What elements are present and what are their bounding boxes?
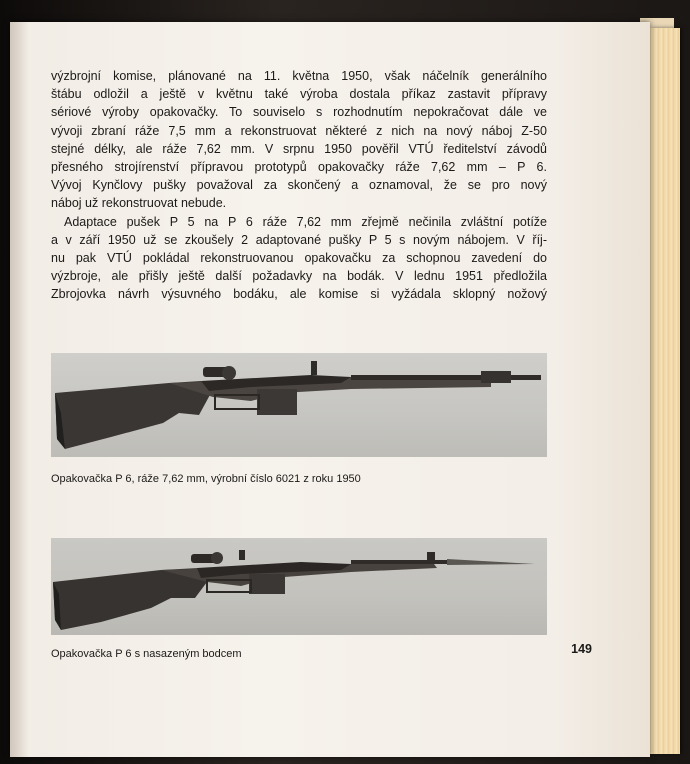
paragraph-1-line: náboj už rekonstruovat nebude.	[51, 196, 227, 211]
body-text	[51, 67, 547, 304]
paragraph-2-line: a v září 1950 už se zkoušely 2 adaptované pušky P 5 s novým nábojem. V říj-	[51, 232, 547, 247]
paragraph-1-line: sériové výroby opakovačky. To souviselo s rozhodnutím nepokračovat dále ve	[51, 105, 547, 120]
paragraph-1-line: štábu odložil a ještě v květnu také výroba dostala příkaz zastavit přípravy	[51, 87, 547, 102]
figure-2-caption: Opakovačka P 6 s nasazeným bodcem	[51, 648, 242, 660]
paragraph-1-line: vývoji zbraní ráže 7,5 mm a rekonstruovat některé z nich na nový náboj Z-50	[51, 123, 547, 138]
paragraph-1-line: výzbrojní komise, plánované na 11. května 1950, však náčelník generálního	[51, 69, 547, 83]
paragraph-2-line: výzbroje, ale přišly ještě další požadavky na bodák. V lednu 1951 předložila	[51, 269, 547, 284]
figure-1-caption: Opakovačka P 6, ráže 7,62 mm, výrobní číslo 6021 z roku 1950	[51, 473, 361, 485]
paragraph-1-line: přesného strojírenství přípravou prototypů opakovačky ráže 7,62 mm – P 6.	[51, 160, 547, 175]
paragraph-2-line: Adaptace pušek P 5 na P 6 ráže 7,62 mm zřejmě nečinila zvláštní potíže	[64, 214, 547, 229]
rifle-illustration-2	[51, 538, 547, 635]
page-stack-edge	[650, 28, 680, 754]
paragraph-2-line: nu pak VTÚ pokládal rekonstruovanou opakovačku za schopnou zavedení do	[51, 251, 547, 266]
paragraph-1-line: stejné délky, ale ráže 7,62 mm. V srpnu 1950 pověřil VTÚ ředitelství závodů	[51, 141, 547, 156]
rifle-illustration-1	[51, 353, 547, 457]
rifle-photo-2	[51, 538, 547, 635]
paragraph-1-line: Vývoj Kynčlovy pušky považoval za skončený a oznamoval, že se pro nový	[51, 178, 547, 193]
rifle-photo-1	[51, 353, 547, 457]
page-number: 149	[571, 642, 592, 656]
paragraph-2-line: Zbrojovka návrh výsuvného bodáku, ale komise si vyžádala sklopný nožový	[51, 287, 547, 302]
